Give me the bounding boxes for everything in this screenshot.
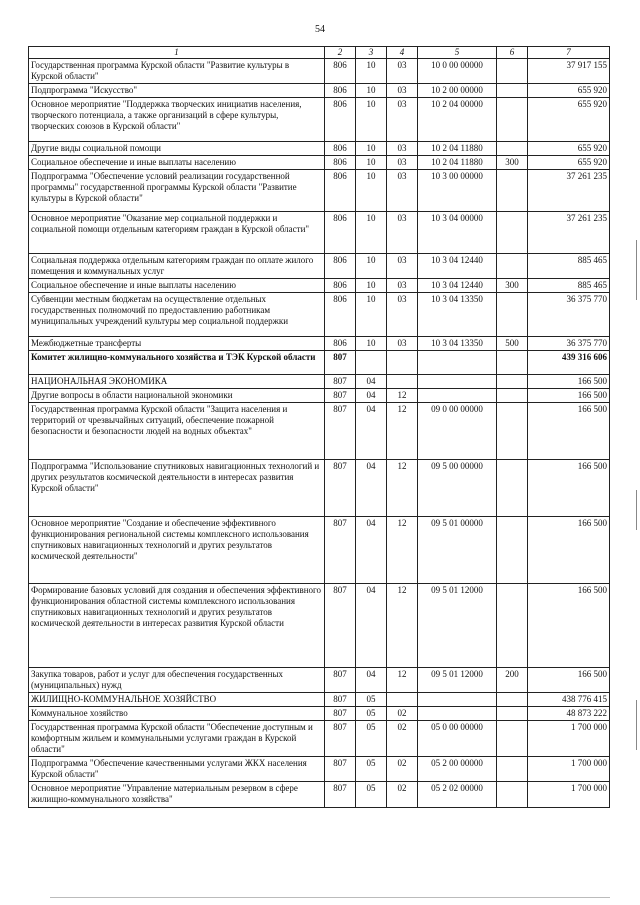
table-row — [29, 721, 610, 757]
ved-code-cell: 806 — [325, 156, 356, 170]
target-article-code-cell: 09 5 01 12000 — [418, 668, 497, 693]
column-header: 1 — [29, 47, 325, 59]
row-name-cell: Социальное обеспечение и иные выплаты населению — [29, 156, 325, 170]
column-header: 6 — [497, 47, 528, 59]
amount-cell: 48 873 222 — [528, 707, 610, 721]
section-code-cell: 10 — [356, 156, 387, 170]
target-article-code-cell: 05 0 00 00000 — [418, 721, 497, 757]
expense-type-code-cell — [497, 212, 528, 254]
subsection-code-cell: 12 — [387, 460, 418, 517]
expense-type-code-cell: 300 — [497, 279, 528, 293]
amount-cell: 166 500 — [528, 403, 610, 460]
ved-code-cell: 807 — [325, 584, 356, 668]
subsection-code-cell: 03 — [387, 59, 418, 84]
table-row — [29, 170, 610, 212]
subsection-code-cell: 03 — [387, 293, 418, 337]
ved-code-cell: 806 — [325, 337, 356, 351]
ved-code-cell: 807 — [325, 757, 356, 782]
subsection-code-cell: 03 — [387, 156, 418, 170]
ved-code-cell: 807 — [325, 460, 356, 517]
target-article-code-cell — [418, 693, 497, 707]
table-row — [29, 460, 610, 517]
amount-cell: 36 375 770 — [528, 337, 610, 351]
row-name-cell: Государственная программа Курской области "Развитие культуры в Курской области" — [29, 59, 325, 84]
target-article-code-cell: 10 3 04 12440 — [418, 279, 497, 293]
ved-code-cell: 806 — [325, 170, 356, 212]
target-article-code-cell: 10 3 04 13350 — [418, 293, 497, 337]
subsection-code-cell: 03 — [387, 170, 418, 212]
section-code-cell: 04 — [356, 375, 387, 389]
row-name-cell: Социальное обеспечение и иные выплаты населению — [29, 279, 325, 293]
expense-type-code-cell — [497, 782, 528, 808]
amount-cell: 166 500 — [528, 460, 610, 517]
expense-type-code-cell — [497, 142, 528, 156]
expense-type-code-cell — [497, 584, 528, 668]
target-article-code-cell: 10 2 00 00000 — [418, 84, 497, 98]
subsection-code-cell: 02 — [387, 782, 418, 808]
subsection-code-cell: 03 — [387, 337, 418, 351]
subsection-code-cell: 03 — [387, 212, 418, 254]
target-article-code-cell: 10 0 00 00000 — [418, 59, 497, 84]
table-row — [29, 693, 610, 707]
target-article-code-cell: 10 3 00 00000 — [418, 170, 497, 212]
column-header: 5 — [418, 47, 497, 59]
row-name-cell: Основное мероприятие "Управление материальным резервом в сфере жилищно-коммунального хозяйства" — [29, 782, 325, 808]
subsection-code-cell: 12 — [387, 389, 418, 403]
row-name-cell: Формирование базовых условий для создания и обеспечения эффективного функционирования областной системы комплексного использования спутниковых навигационных технологий и других результатов космической деятельности в интересах развития Курской области — [29, 584, 325, 668]
target-article-code-cell — [418, 389, 497, 403]
target-article-code-cell: 10 3 04 00000 — [418, 212, 497, 254]
section-code-cell: 10 — [356, 293, 387, 337]
subsection-code-cell: 02 — [387, 707, 418, 721]
ved-code-cell: 806 — [325, 279, 356, 293]
section-code-cell: 04 — [356, 460, 387, 517]
row-name-cell: Подпрограмма "Искусство" — [29, 84, 325, 98]
table-row — [29, 293, 610, 337]
amount-cell: 166 500 — [528, 375, 610, 389]
section-code-cell: 10 — [356, 170, 387, 212]
table-row — [29, 279, 610, 293]
expense-type-code-cell: 200 — [497, 668, 528, 693]
section-code-cell: 04 — [356, 389, 387, 403]
expense-type-code-cell — [497, 389, 528, 403]
target-article-code-cell: 09 0 00 00000 — [418, 403, 497, 460]
table-row — [29, 584, 610, 668]
row-name-cell: Основное мероприятие "Оказание мер социальной поддержки и социальной помощи отдельным категориям граждан в Курской области" — [29, 212, 325, 254]
ved-code-cell: 806 — [325, 59, 356, 84]
section-code-cell: 10 — [356, 59, 387, 84]
ved-code-cell: 807 — [325, 351, 356, 375]
amount-cell: 166 500 — [528, 517, 610, 584]
section-code-cell: 10 — [356, 98, 387, 142]
amount-cell: 885 465 — [528, 279, 610, 293]
column-header: 3 — [356, 47, 387, 59]
section-code-cell: 10 — [356, 142, 387, 156]
subsection-code-cell: 02 — [387, 721, 418, 757]
row-name-cell: Комитет жилищно-коммунального хозяйства и ТЭК Курской области — [29, 351, 325, 375]
ved-code-cell: 807 — [325, 389, 356, 403]
subsection-code-cell: 12 — [387, 403, 418, 460]
amount-cell: 37 917 155 — [528, 59, 610, 84]
row-name-cell: ЖИЛИЩНО-КОММУНАЛЬНОЕ ХОЗЯЙСТВО — [29, 693, 325, 707]
subsection-code-cell — [387, 375, 418, 389]
section-code-cell: 10 — [356, 337, 387, 351]
ved-code-cell: 806 — [325, 142, 356, 156]
target-article-code-cell: 09 5 01 00000 — [418, 517, 497, 584]
target-article-code-cell: 05 2 02 00000 — [418, 782, 497, 808]
subsection-code-cell: 12 — [387, 517, 418, 584]
amount-cell: 36 375 770 — [528, 293, 610, 337]
expense-type-code-cell — [497, 254, 528, 279]
subsection-code-cell: 03 — [387, 98, 418, 142]
expense-type-code-cell — [497, 59, 528, 84]
ved-code-cell: 807 — [325, 403, 356, 460]
amount-cell: 655 920 — [528, 98, 610, 142]
expense-type-code-cell — [497, 721, 528, 757]
table-row — [29, 668, 610, 693]
row-name-cell: Государственная программа Курской области "Обеспечение доступным и комфортным жильем и коммунальными услугами граждан в Курской области" — [29, 721, 325, 757]
section-code-cell: 04 — [356, 584, 387, 668]
section-code-cell: 05 — [356, 757, 387, 782]
row-name-cell: Государственная программа Курской области "Защита населения и территорий от чрезвычайных ситуаций, обеспечение пожарной безопасности и безопасности людей на водных объектах" — [29, 403, 325, 460]
table-row — [29, 337, 610, 351]
subsection-code-cell: 02 — [387, 757, 418, 782]
column-header: 4 — [387, 47, 418, 59]
amount-cell: 655 920 — [528, 156, 610, 170]
target-article-code-cell: 10 2 04 00000 — [418, 98, 497, 142]
row-name-cell: Межбюджетные трансферты — [29, 337, 325, 351]
table-row — [29, 351, 610, 375]
row-name-cell: НАЦИОНАЛЬНАЯ ЭКОНОМИКА — [29, 375, 325, 389]
section-code-cell: 04 — [356, 403, 387, 460]
row-name-cell: Другие вопросы в области национальной экономики — [29, 389, 325, 403]
subsection-code-cell: 03 — [387, 142, 418, 156]
row-name-cell: Подпрограмма "Обеспечение условий реализации государственной программы" государственной программы Курской области "Развитие культуры в Курской области" — [29, 170, 325, 212]
target-article-code-cell: 10 3 04 13350 — [418, 337, 497, 351]
amount-cell: 439 316 606 — [528, 351, 610, 375]
ved-code-cell: 807 — [325, 721, 356, 757]
row-name-cell: Подпрограмма "Обеспечение качественными услугами ЖКХ населения Курской области" — [29, 757, 325, 782]
table-row — [29, 757, 610, 782]
target-article-code-cell: 09 5 00 00000 — [418, 460, 497, 517]
row-name-cell: Коммунальное хозяйство — [29, 707, 325, 721]
subsection-code-cell: 12 — [387, 668, 418, 693]
amount-cell: 166 500 — [528, 668, 610, 693]
margin-mark — [636, 490, 637, 530]
section-code-cell: 05 — [356, 707, 387, 721]
amount-cell: 166 500 — [528, 389, 610, 403]
row-name-cell: Социальная поддержка отдельным категориям граждан по оплате жилого помещения и коммунальных услуг — [29, 254, 325, 279]
row-name-cell: Субвенции местным бюджетам на осуществление отдельных государственных полномочий по предоставлению работникам муниципальных учреждений культуры мер социальной поддержки — [29, 293, 325, 337]
table-row — [29, 782, 610, 808]
ved-code-cell: 807 — [325, 707, 356, 721]
bottom-rule — [50, 897, 610, 898]
ved-code-cell: 807 — [325, 375, 356, 389]
table-row — [29, 403, 610, 460]
expense-type-code-cell — [497, 517, 528, 584]
row-name-cell: Основное мероприятие "Создание и обеспечение эффективного функционирования региональной системы комплексного использования спутниковых навигационных технологий и других результатов космической деятельности" — [29, 517, 325, 584]
subsection-code-cell — [387, 693, 418, 707]
row-name-cell: Подпрограмма "Использование спутниковых навигационных технологий и других результатов космической деятельности в интересах развития Курской области" — [29, 460, 325, 517]
expense-type-code-cell: 300 — [497, 156, 528, 170]
table-row — [29, 517, 610, 584]
ved-code-cell: 807 — [325, 693, 356, 707]
section-code-cell: 04 — [356, 668, 387, 693]
margin-mark — [636, 700, 637, 750]
amount-cell: 655 920 — [528, 142, 610, 156]
section-code-cell: 10 — [356, 254, 387, 279]
subsection-code-cell: 03 — [387, 279, 418, 293]
expense-type-code-cell — [497, 757, 528, 782]
column-header: 2 — [325, 47, 356, 59]
subsection-code-cell: 03 — [387, 84, 418, 98]
budget-table — [28, 46, 610, 808]
expense-type-code-cell — [497, 707, 528, 721]
table-row — [29, 84, 610, 98]
expense-type-code-cell — [497, 293, 528, 337]
section-code-cell: 05 — [356, 721, 387, 757]
target-article-code-cell — [418, 707, 497, 721]
ved-code-cell: 806 — [325, 254, 356, 279]
row-name-cell: Закупка товаров, работ и услуг для обеспечения государственных (муниципальных) нужд — [29, 668, 325, 693]
target-article-code-cell: 09 5 01 12000 — [418, 584, 497, 668]
row-name-cell: Другие виды социальной помощи — [29, 142, 325, 156]
section-code-cell: 10 — [356, 279, 387, 293]
ved-code-cell: 807 — [325, 782, 356, 808]
row-name-cell: Основное мероприятие "Поддержка творческих инициатив населения, творческого потенциала, а также организаций в сфере культуры, творческих союзов в Курской области" — [29, 98, 325, 142]
table-row — [29, 59, 610, 84]
margin-mark — [636, 240, 637, 300]
expense-type-code-cell — [497, 84, 528, 98]
expense-type-code-cell — [497, 403, 528, 460]
ved-code-cell: 806 — [325, 212, 356, 254]
table-row — [29, 707, 610, 721]
section-code-cell: 10 — [356, 84, 387, 98]
expense-type-code-cell: 500 — [497, 337, 528, 351]
amount-cell: 37 261 235 — [528, 212, 610, 254]
target-article-code-cell: 10 2 04 11880 — [418, 142, 497, 156]
expense-type-code-cell — [497, 98, 528, 142]
target-article-code-cell: 05 2 00 00000 — [418, 757, 497, 782]
amount-cell: 1 700 000 — [528, 782, 610, 808]
expense-type-code-cell — [497, 375, 528, 389]
ved-code-cell: 806 — [325, 98, 356, 142]
target-article-code-cell: 10 3 04 12440 — [418, 254, 497, 279]
amount-cell: 166 500 — [528, 584, 610, 668]
ved-code-cell: 807 — [325, 668, 356, 693]
amount-cell: 1 700 000 — [528, 721, 610, 757]
ved-code-cell: 806 — [325, 293, 356, 337]
ved-code-cell: 807 — [325, 517, 356, 584]
target-article-code-cell: 10 2 04 11880 — [418, 156, 497, 170]
target-article-code-cell — [418, 351, 497, 375]
expense-type-code-cell — [497, 170, 528, 212]
section-code-cell: 05 — [356, 693, 387, 707]
subsection-code-cell — [387, 351, 418, 375]
section-code-cell: 05 — [356, 782, 387, 808]
table-row — [29, 254, 610, 279]
amount-cell: 37 261 235 — [528, 170, 610, 212]
table-row — [29, 375, 610, 389]
section-code-cell — [356, 351, 387, 375]
column-number-header — [29, 47, 610, 59]
amount-cell: 655 920 — [528, 84, 610, 98]
section-code-cell: 10 — [356, 212, 387, 254]
expense-type-code-cell — [497, 693, 528, 707]
section-code-cell: 04 — [356, 517, 387, 584]
table-row — [29, 98, 610, 142]
ved-code-cell: 806 — [325, 84, 356, 98]
subsection-code-cell: 12 — [387, 584, 418, 668]
expense-type-code-cell — [497, 460, 528, 517]
target-article-code-cell — [418, 375, 497, 389]
amount-cell: 885 465 — [528, 254, 610, 279]
amount-cell: 438 776 415 — [528, 693, 610, 707]
amount-cell: 1 700 000 — [528, 757, 610, 782]
table-row — [29, 389, 610, 403]
table-row — [29, 156, 610, 170]
table-row — [29, 212, 610, 254]
page-number: 54 — [315, 24, 325, 35]
expense-type-code-cell — [497, 351, 528, 375]
subsection-code-cell: 03 — [387, 254, 418, 279]
column-header: 7 — [528, 47, 610, 59]
table-row — [29, 142, 610, 156]
